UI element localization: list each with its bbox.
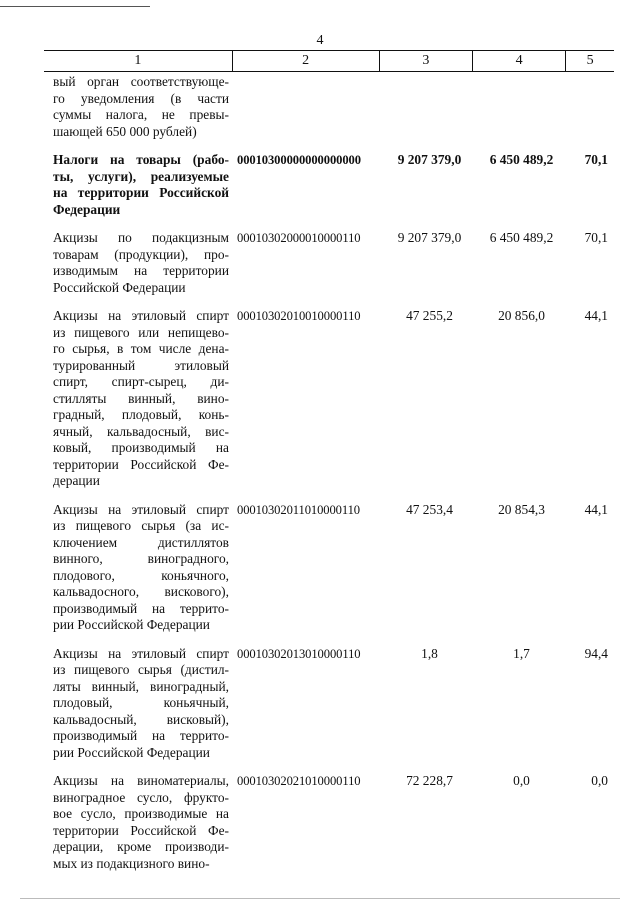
description-line: Российской Федерации	[53, 279, 186, 295]
description-line: градный, плодовый, конь-	[53, 407, 229, 422]
header-col-5: 5	[565, 51, 614, 71]
table-row	[44, 773, 614, 872]
description-line: спирт, спирт-сырец, ди-	[53, 374, 229, 389]
row-value-col5: 44,1	[584, 501, 608, 517]
scan-artifact-bottom	[20, 898, 620, 899]
description-line: Акцизы на этиловый спирт	[53, 501, 229, 517]
row-description	[44, 152, 233, 218]
description-line: шающей 650 000 рублей)	[53, 123, 197, 139]
row-code: 00010302013010000110	[237, 646, 361, 661]
table-row	[44, 152, 614, 218]
description-line: из пищевого или непищево-	[53, 324, 229, 340]
description-line: из пищевого сырья (за ис-	[53, 518, 229, 533]
table-row	[44, 646, 614, 762]
page-number: 4	[316, 33, 324, 48]
row-code: 00010300000000000000	[237, 153, 361, 167]
description-line: Акцизы на этиловый спирт	[53, 645, 229, 661]
row-description	[44, 74, 233, 140]
description-line: ячный, кальвадосный, вис-	[53, 423, 229, 439]
description-line: го сырья, в том числе дена-	[53, 341, 229, 356]
row-code: 00010302000010000110	[237, 231, 361, 245]
description-line: дерации, кроме производи-	[53, 839, 229, 854]
description-line: кальвадосный, висковый),	[53, 711, 229, 727]
row-description	[44, 502, 233, 634]
description-line: территории Российской Фе-	[53, 822, 229, 838]
row-value-col4: 1,7	[513, 645, 530, 661]
budget-table	[44, 50, 614, 872]
description-line: Акцизы по подакцизным	[53, 230, 229, 245]
description-line: Налоги на товары (рабо-	[53, 152, 229, 167]
description-line: кальвадосного, вискового),	[53, 584, 229, 599]
description-line: плодовый, коньячный,	[53, 695, 229, 710]
description-line: виноградное сусло, фрукто-	[53, 789, 229, 805]
row-code: 00010302010010000110	[237, 309, 361, 323]
header-col-3: 3	[379, 51, 472, 71]
row-value-col4: 20 856,0	[498, 308, 545, 323]
description-line: го уведомления (в части	[53, 90, 229, 106]
table-row	[44, 308, 614, 490]
description-line: стилляты винный, вино-	[53, 390, 229, 406]
description-line: рии Российской Федерации	[53, 617, 210, 632]
row-description	[44, 308, 233, 490]
row-code: 00010302021010000110	[237, 774, 361, 788]
description-line: на территории Российской	[53, 185, 229, 200]
row-value-col3: 9 207 379,0	[397, 230, 462, 245]
row-value-col3: 72 228,7	[406, 773, 453, 788]
row-value-col3: 47 253,4	[406, 501, 453, 517]
header-col-4: 4	[472, 51, 565, 71]
row-value-col4: 6 450 489,2	[489, 230, 554, 245]
description-line: рии Российской Федерации	[53, 744, 210, 760]
header-col-1: 1	[134, 53, 142, 68]
description-line: винного, виноградного,	[53, 551, 229, 566]
table-body	[44, 74, 614, 872]
description-line: производимый на террито-	[53, 600, 229, 616]
description-line: Акцизы на этиловый спирт	[53, 308, 229, 323]
description-line: ты, услуги), реализуемые	[53, 168, 229, 184]
row-value-col5: 70,1	[584, 230, 608, 245]
description-line: Федерации	[53, 201, 121, 217]
description-line: вое сусло, производимые на	[53, 806, 229, 821]
row-value-col5	[566, 74, 614, 140]
header-col-2: 2	[232, 51, 379, 71]
table-row	[44, 230, 614, 296]
row-value-col5: 94,4	[584, 645, 608, 661]
description-line: Акцизы на виноматериалы,	[53, 773, 229, 788]
description-line: вый орган соответствующе-	[53, 74, 229, 89]
row-value-col3	[380, 74, 473, 140]
description-line: дерации	[53, 473, 100, 488]
row-value-col4: 6 450 489,2	[489, 152, 554, 167]
description-line: ковый, производимый на	[53, 440, 229, 455]
row-code: 00010302011010000110	[237, 502, 361, 517]
description-line: мых из подакцизного вино-	[53, 855, 210, 871]
description-line: ляты винный, виноградный,	[53, 678, 229, 694]
row-description	[44, 646, 233, 762]
row-value-col3: 1,8	[421, 645, 438, 661]
row-description	[44, 773, 233, 872]
description-line: изводимым на территории	[53, 263, 229, 278]
scan-artifact-top-left	[0, 6, 150, 7]
description-line: территории Российской Фе-	[53, 456, 229, 472]
table-row	[44, 74, 614, 140]
description-line: ключением дистиллятов	[53, 534, 229, 550]
table-header-row	[44, 50, 614, 72]
row-value-col3: 9 207 379,0	[397, 152, 462, 167]
row-value-col4: 20 854,3	[498, 501, 545, 517]
description-line: из пищевого сырья (дистил-	[53, 662, 229, 677]
row-value-col5: 70,1	[584, 152, 608, 167]
row-description	[44, 230, 233, 296]
description-line: суммы налога, не превы-	[53, 107, 229, 122]
row-value-col4	[473, 74, 566, 140]
description-line: товарам (продукции), про-	[53, 246, 229, 262]
table-row	[44, 502, 614, 634]
description-line: производимый на террито-	[53, 728, 229, 743]
row-value-col3: 47 255,2	[406, 308, 453, 323]
row-value-col4: 0,0	[513, 773, 530, 788]
description-line: плодового, коньячного,	[53, 567, 229, 583]
row-value-col5: 0,0	[591, 773, 608, 788]
description-line: турированный этиловый	[53, 357, 229, 373]
row-value-col5: 44,1	[584, 308, 608, 323]
row-code	[233, 74, 380, 140]
